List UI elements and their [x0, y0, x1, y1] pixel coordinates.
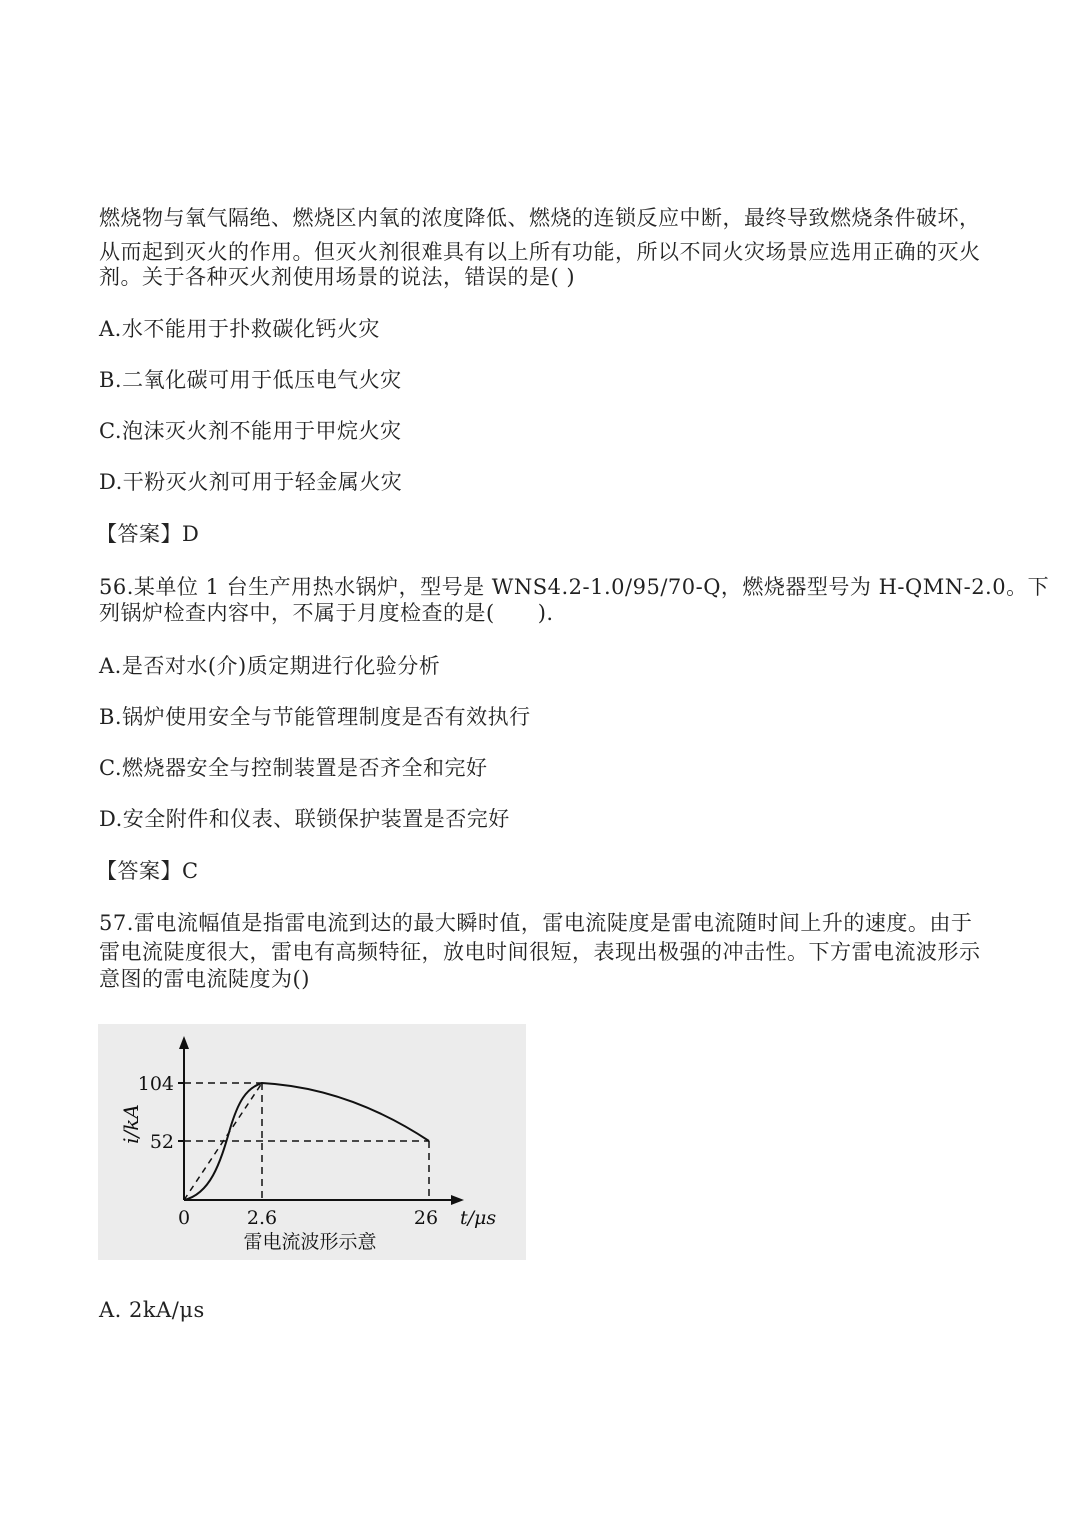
x-axis-label: t/μs — [460, 1207, 497, 1229]
q55-option-a: A.水不能用于扑救碳化钙火灾 — [99, 317, 380, 341]
q55-option-d: D.干粉灭火剂可用于轻金属火灾 — [99, 470, 403, 494]
q55-stem-line-3: 剂。关于各种灭火剂使用场景的说法，错误的是( ) — [99, 265, 576, 289]
q56-option-c: C.燃烧器安全与控制装置是否齐全和完好 — [99, 756, 488, 780]
y-tick-label-104: 104 — [137, 1073, 174, 1095]
q57-option-a: A. 2kA/μs — [99, 1298, 205, 1322]
q56-option-d: D.安全附件和仪表、联锁保护装置是否完好 — [99, 807, 510, 831]
figure-caption: 雷电流波形示意 — [243, 1231, 377, 1253]
lightning-waveform-figure — [98, 1024, 526, 1260]
q56-option-a: A.是否对水(介)质定期进行化验分析 — [99, 654, 441, 678]
y-axis-arrow-icon — [179, 1036, 189, 1049]
x-tick-label-26: 26 — [413, 1207, 439, 1229]
q55-answer: 【答案】D — [96, 522, 200, 546]
q55-option-c: C.泡沫灭火剂不能用于甲烷火灾 — [99, 419, 402, 443]
q56-stem-line-1: 56.某单位 1 台生产用热水锅炉，型号是 WNS4.2-1.0/95/70-Q，燃烧器型号为 H-QMN-2.0。下 — [99, 575, 1050, 599]
x-tick-label-0: 0 — [177, 1207, 191, 1229]
x-axis-arrow-icon — [451, 1195, 464, 1205]
q57-stem-line-2: 雷电流陡度很大，雷电有高频特征，放电时间很短，表现出极强的冲击性。下方雷电流波形示 — [99, 940, 981, 964]
q55-stem-line-2: 从而起到灭火的作用。但灭火剂很难具有以上所有功能，所以不同火灾场景应选用正确的灭火 — [99, 240, 981, 264]
q56-stem-line-2: 列锅炉检查内容中，不属于月度检查的是( ). — [99, 601, 554, 625]
waveform-diagram — [98, 1024, 526, 1260]
x-tick-label-2-6: 2.6 — [246, 1207, 278, 1229]
y-axis-label: i/kA — [119, 1104, 143, 1144]
y-tick-label-52: 52 — [149, 1131, 174, 1153]
q56-option-b: B.锅炉使用安全与节能管理制度是否有效执行 — [99, 705, 531, 729]
q57-stem-line-3: 意图的雷电流陡度为() — [99, 967, 310, 991]
q55-stem-line-1: 燃烧物与氧气隔绝、燃烧区内氧的浓度降低、燃烧的连锁反应中断，最终导致燃烧条件破坏， — [99, 206, 981, 230]
q56-answer: 【答案】C — [96, 859, 199, 883]
q57-stem-line-1: 57.雷电流幅值是指雷电流到达的最大瞬时值，雷电流陡度是雷电流随时间上升的速度。由于 — [99, 911, 973, 935]
q55-option-b: B.二氧化碳可用于低压电气火灾 — [99, 368, 402, 392]
